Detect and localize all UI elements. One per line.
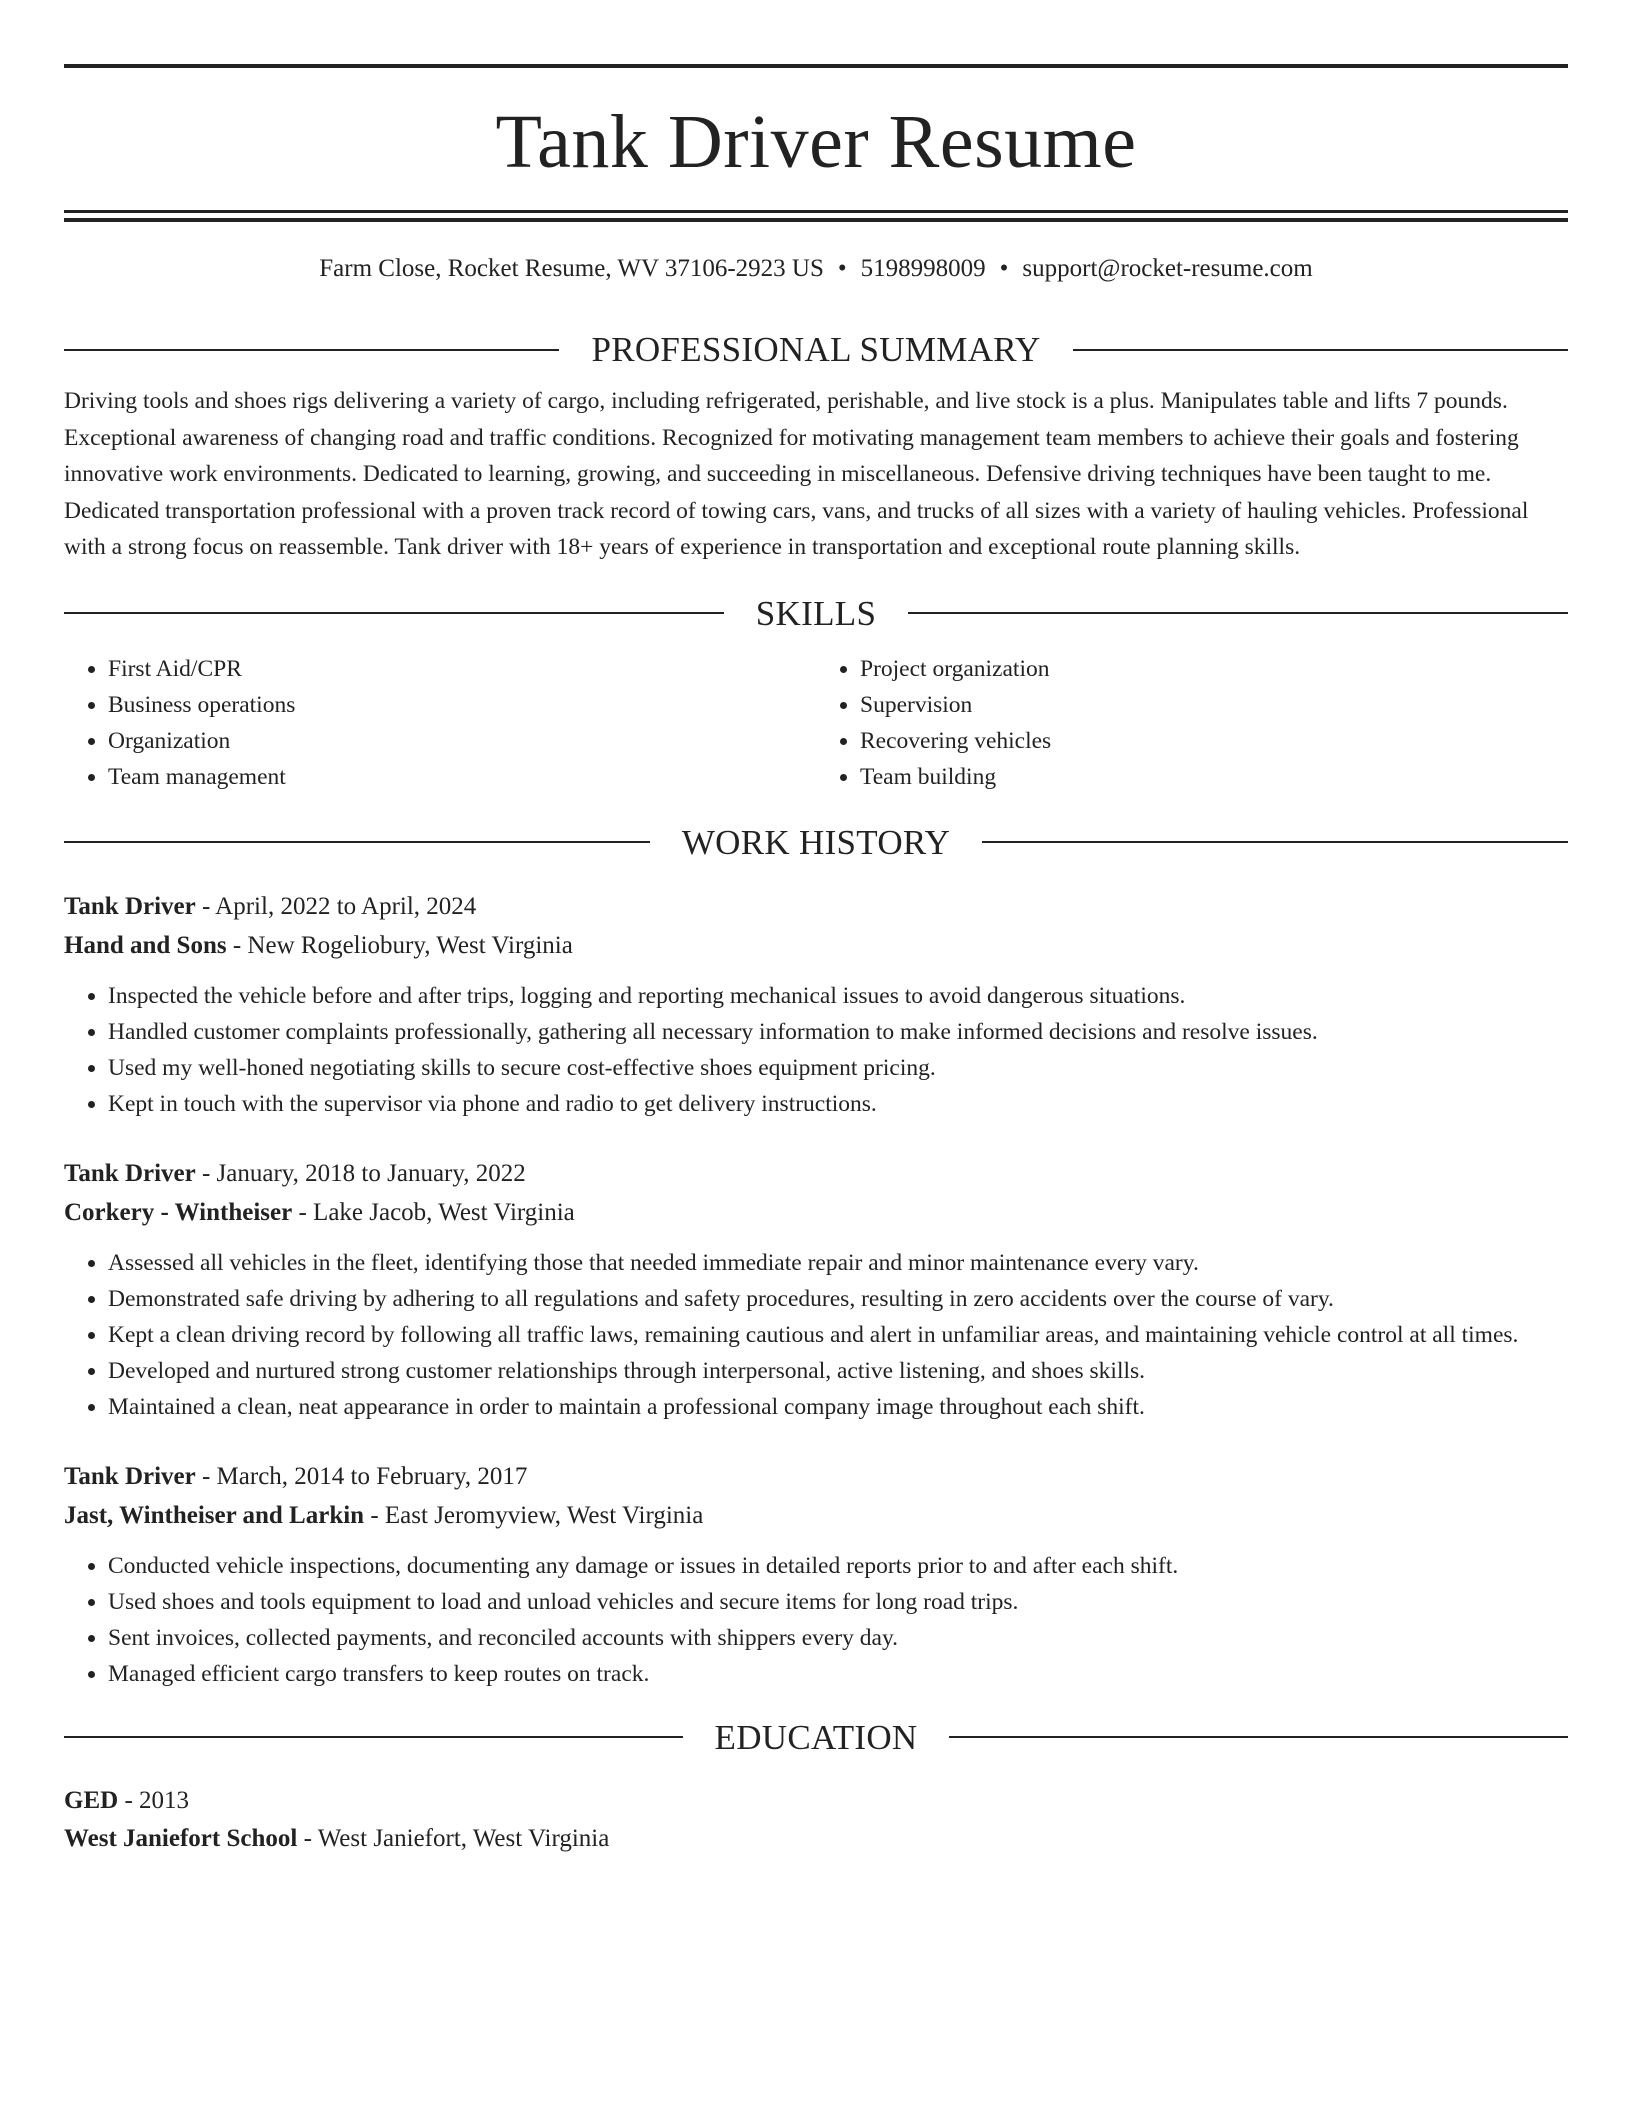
job-title-line bbox=[64, 1462, 1568, 1492]
heading-rule-left bbox=[64, 612, 724, 614]
heading-rule-right bbox=[908, 612, 1568, 614]
heading-rule-left bbox=[64, 1736, 683, 1738]
contact-address: Farm Close, Rocket Resume, WV 37106-2923 US bbox=[319, 255, 824, 282]
summary-section-heading bbox=[64, 332, 1568, 367]
skills-column-right bbox=[816, 651, 1568, 795]
job-entry bbox=[64, 892, 1568, 1122]
education-location: - West Janiefort, West Virginia bbox=[297, 1824, 610, 1852]
job-company-line bbox=[64, 931, 1568, 961]
job-entry bbox=[64, 1462, 1568, 1692]
job-company: Hand and Sons bbox=[64, 931, 227, 959]
job-location: - East Jeromyview, West Virginia bbox=[364, 1501, 704, 1529]
resume-title: Tank Driver Resume bbox=[495, 100, 1137, 184]
skill-item: • Project organization bbox=[860, 651, 1568, 687]
skill-item: • Business operations bbox=[108, 687, 816, 723]
job-title-line bbox=[64, 892, 1568, 922]
contact-phone: 5198998009 bbox=[860, 255, 986, 282]
job-bullet: • Managed efficient cargo transfers to keep routes on track. bbox=[108, 1656, 1568, 1692]
job-bullets bbox=[64, 1548, 1568, 1692]
job-title-line bbox=[64, 1159, 1568, 1189]
skill-item: • Organization bbox=[108, 723, 816, 759]
heading-rule-right bbox=[982, 841, 1568, 843]
job-bullets bbox=[64, 1245, 1568, 1425]
skill-item: • Supervision bbox=[860, 687, 1568, 723]
job-entry bbox=[64, 1159, 1568, 1425]
job-bullet: • Inspected the vehicle before and after trips, logging and reporting mechanical issues to avoid dangerous situations. bbox=[108, 978, 1568, 1014]
job-bullet: • Demonstrated safe driving by adhering to all regulations and safety procedures, resulting in zero accidents over the course of vary. bbox=[108, 1281, 1568, 1317]
job-company-line bbox=[64, 1198, 1568, 1228]
contact-separator: • bbox=[837, 255, 847, 282]
skill-item: • Team building bbox=[860, 759, 1568, 795]
top-rule bbox=[64, 64, 1568, 68]
skills-list bbox=[64, 651, 1568, 795]
job-bullet: • Kept a clean driving record by following all traffic laws, remaining cautious and alert in unfamiliar areas, and maintaining vehicle control at all times. bbox=[108, 1317, 1568, 1353]
job-bullet: • Sent invoices, collected payments, and reconciled accounts with shippers every day. bbox=[108, 1620, 1568, 1656]
job-bullet: • Used my well-honed negotiating skills to secure cost-effective shoes equipment pricing. bbox=[108, 1050, 1568, 1086]
summary-heading-label: PROFESSIONAL SUMMARY bbox=[591, 330, 1041, 369]
title-double-rule bbox=[64, 210, 1568, 222]
heading-rule-right bbox=[949, 1736, 1568, 1738]
education-entry bbox=[64, 1786, 1568, 1854]
job-title: Tank Driver bbox=[64, 892, 196, 920]
job-bullet: • Handled customer complaints professionally, gathering all necessary information to make informed decisions and resolve issues. bbox=[108, 1014, 1568, 1050]
education-degree-line bbox=[64, 1786, 1568, 1816]
job-bullet: • Conducted vehicle inspections, documenting any damage or issues in detailed reports prior to and after each shift. bbox=[108, 1548, 1568, 1584]
job-location: - Lake Jacob, West Virginia bbox=[292, 1198, 575, 1226]
job-bullet: • Assessed all vehicles in the fleet, identifying those that needed immediate repair and minor maintenance every vary. bbox=[108, 1245, 1568, 1281]
job-title: Tank Driver bbox=[64, 1462, 196, 1490]
summary-text: Driving tools and shoes rigs delivering a variety of cargo, including refrigerated, perishable, and live stock is a plus. Manipulates table and lifts 7 pounds. Exceptional awareness of changing road and traffic conditions. Recognized for motivating management team members to achieve their goals and fostering innovative work environments. Dedicated to learning, growing, and succeeding in miscellaneous. Defensive driving techniques have been taught to me. Dedicated transportation professional with a proven track record of towing cars, vans, and trucks of all sizes with a variety of hauling vehicles. Professional with a strong focus on reassemble. Tank driver with 18+ years of experience in transportation and exceptional route planning skills. bbox=[64, 388, 1529, 560]
job-bullet: • Used shoes and tools equipment to load and unload vehicles and secure items for long road trips. bbox=[108, 1584, 1568, 1620]
job-dates: - January, 2018 to January, 2022 bbox=[195, 1159, 526, 1187]
education-year: - 2013 bbox=[118, 1786, 190, 1814]
education-heading-label: EDUCATION bbox=[714, 1717, 918, 1757]
job-location: - New Rogeliobury, West Virginia bbox=[226, 931, 573, 959]
education-section-heading bbox=[64, 1717, 1568, 1757]
heading-rule-right bbox=[1073, 349, 1568, 351]
job-company-line bbox=[64, 1501, 1568, 1531]
job-company: Jast, Wintheiser and Larkin bbox=[64, 1501, 365, 1529]
education-degree: GED bbox=[64, 1786, 119, 1814]
heading-rule-left bbox=[64, 841, 650, 843]
job-company: Corkery - Wintheiser bbox=[64, 1198, 293, 1226]
skill-item: • Recovering vehicles bbox=[860, 723, 1568, 759]
work-heading-label: WORK HISTORY bbox=[681, 822, 951, 862]
job-bullet: • Kept in touch with the supervisor via phone and radio to get delivery instructions. bbox=[108, 1086, 1568, 1122]
education-school: West Janiefort School bbox=[64, 1824, 298, 1852]
job-dates: - March, 2014 to February, 2017 bbox=[195, 1462, 528, 1490]
skill-item: • First Aid/CPR bbox=[108, 651, 816, 687]
job-bullet: • Developed and nurtured strong customer relationships through interpersonal, active listening, and shoes skills. bbox=[108, 1353, 1568, 1389]
education-school-line bbox=[64, 1824, 1568, 1854]
contact-separator: • bbox=[999, 255, 1009, 282]
work-section-heading bbox=[64, 822, 1568, 862]
heading-rule-left bbox=[64, 349, 559, 351]
contact-email: support@rocket-resume.com bbox=[1022, 255, 1313, 282]
job-bullets bbox=[64, 978, 1568, 1122]
job-bullet: • Maintained a clean, neat appearance in order to maintain a professional company image throughout each shift. bbox=[108, 1389, 1568, 1425]
job-title: Tank Driver bbox=[64, 1159, 196, 1187]
skills-column-left bbox=[64, 651, 816, 795]
contact-line bbox=[64, 254, 1568, 284]
skills-section-heading bbox=[64, 593, 1568, 633]
skill-item: • Team management bbox=[108, 759, 816, 795]
skills-heading-label: SKILLS bbox=[755, 593, 877, 633]
job-dates: - April, 2022 to April, 2024 bbox=[195, 892, 477, 920]
